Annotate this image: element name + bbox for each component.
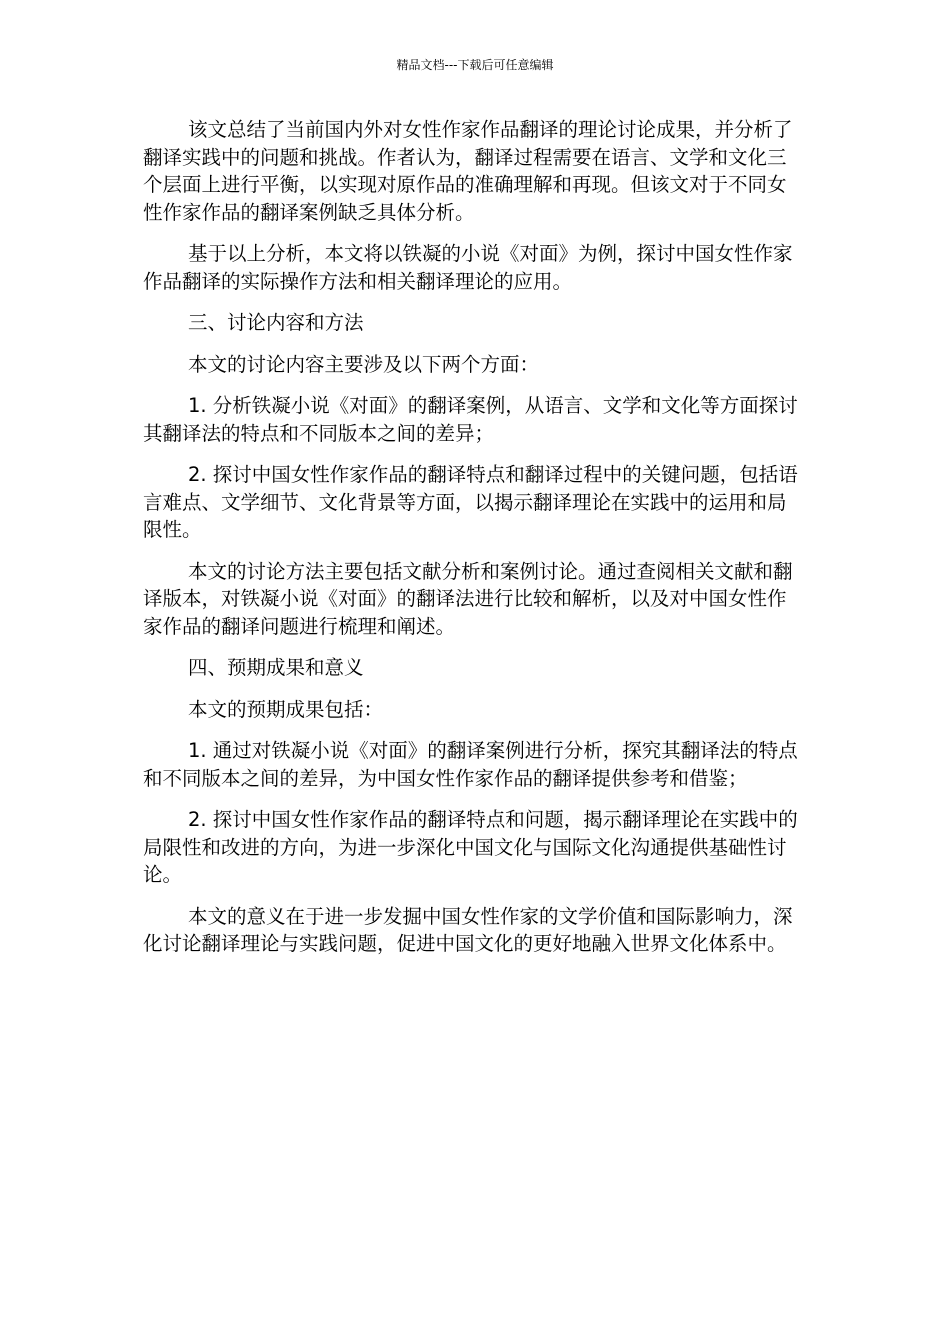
list-item-content-2: 2. 探讨中国女性作家作品的翻译特点和翻译过程中的关键问题，包括语言难点、文学细节、文化背景等方面，以揭示翻译理论在实践中的运用和局限性。: [143, 463, 798, 541]
paragraph-significance: 本文的意义在于进一步发掘中国女性作家的文学价值和国际影响力，深化讨论翻译理论与实践问题，促进中国文化的更好地融入世界文化体系中。: [143, 904, 793, 955]
paragraph-content-lead: 本文的讨论内容主要涉及以下两个方面：: [188, 352, 540, 376]
page-header: 精品文档---下载后可任意编辑: [396, 58, 554, 72]
section-heading-4: 四、预期成果和意义: [188, 656, 364, 679]
list-item-outcome-1: 1. 通过对铁凝小说《对面》的翻译案例进行分析，探究其翻译法的特点和不同版本之间的差异，为中国女性作家作品的翻译提供参考和借鉴；: [143, 739, 798, 790]
paragraph-summary: 该文总结了当前国内外对女性作家作品翻译的理论讨论成果，并分析了翻译实践中的问题和挑战。作者认为，翻译过程需要在语言、文学和文化三个层面上进行平衡，以实现对原作品的准确理解和再现。但该文对于不同女性作家作品的翻译案例缺乏具体分析。: [143, 118, 793, 224]
paragraph-outcomes-lead: 本文的预期成果包括：: [188, 697, 384, 721]
section-heading-3: 三、讨论内容和方法: [188, 311, 364, 334]
list-item-content-1: 1. 分析铁凝小说《对面》的翻译案例，从语言、文学和文化等方面探讨其翻译法的特点和不同版本之间的差异；: [143, 394, 798, 445]
list-item-outcome-2: 2. 探讨中国女性作家作品的翻译特点和问题，揭示翻译理论在实践中的局限性和改进的方向，为进一步深化中国文化与国际文化沟通提供基础性讨论。: [143, 808, 798, 886]
paragraph-intro: 基于以上分析，本文将以铁凝的小说《对面》为例，探讨中国女性作家作品翻译的实际操作方法和相关翻译理论的应用。: [143, 242, 793, 293]
paragraph-method: 本文的讨论方法主要包括文献分析和案例讨论。通过查阅相关文献和翻译版本，对铁凝小说《对面》的翻译法进行比较和解析，以及对中国女性作家作品的翻译问题进行梳理和阐述。: [143, 559, 793, 638]
document-body: [143, 116, 803, 972]
